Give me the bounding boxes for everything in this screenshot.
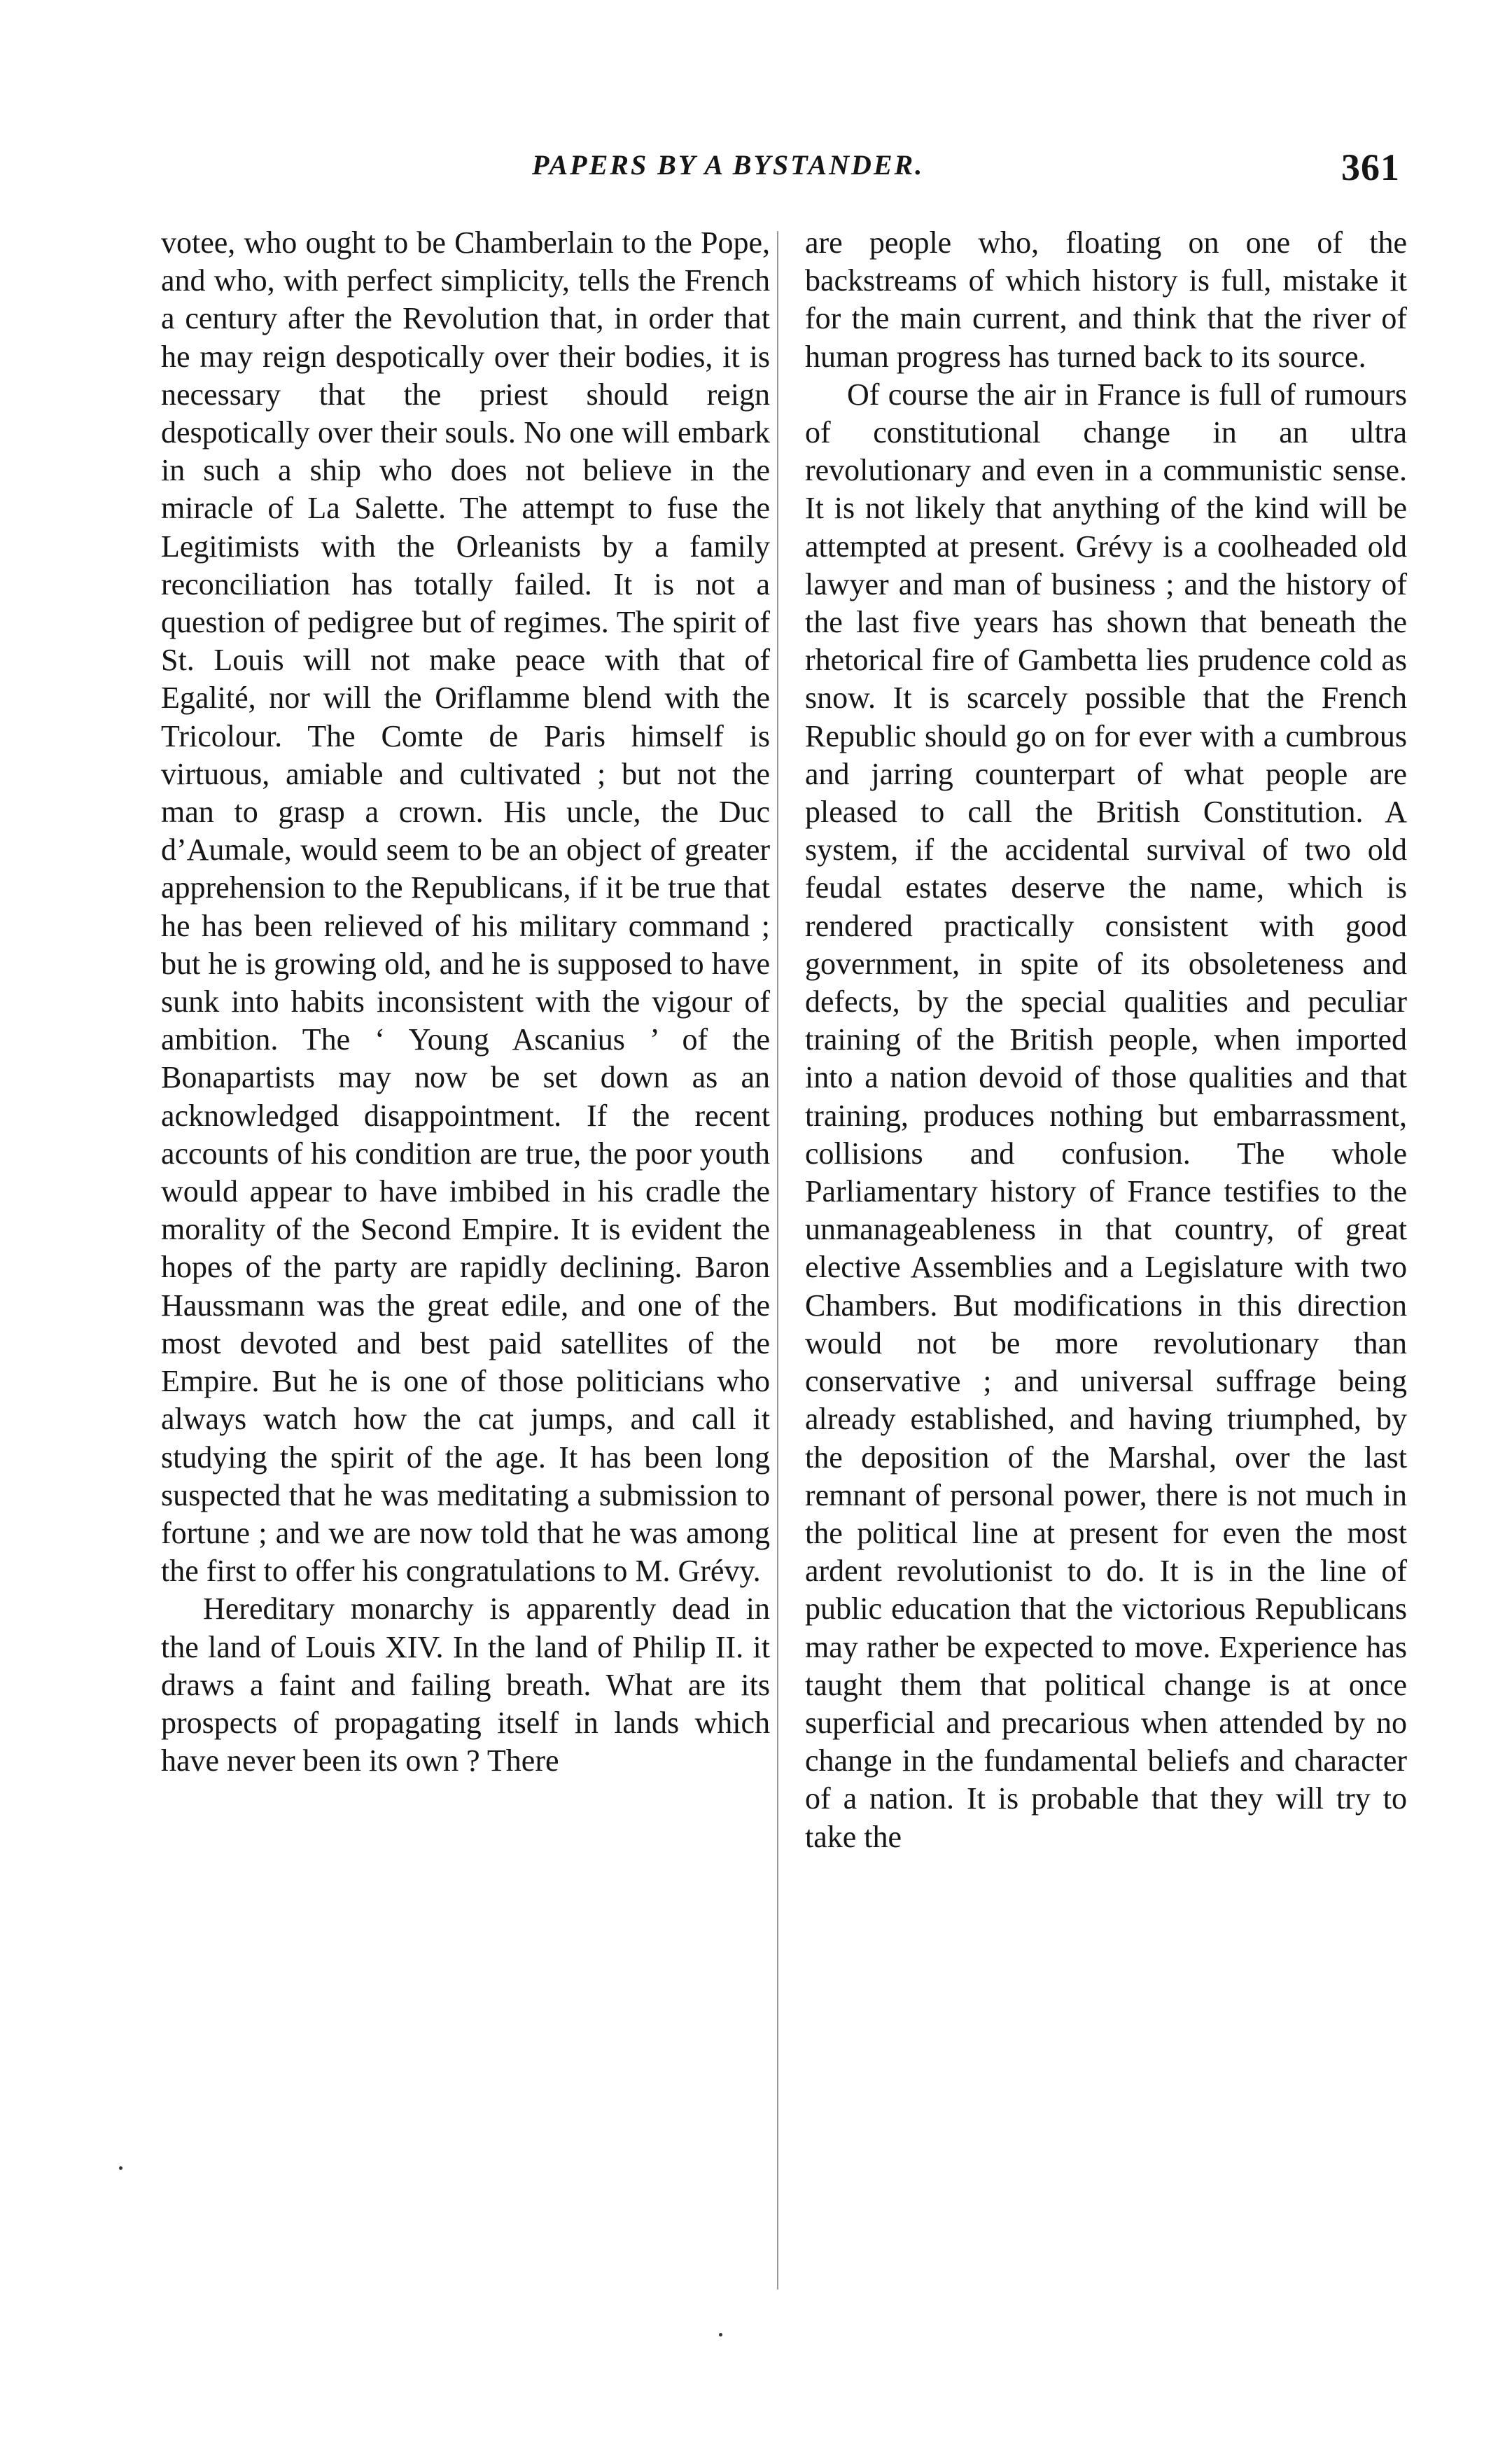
page-number: 361 bbox=[1341, 146, 1400, 188]
left-paragraph-2: Hereditary monarchy is apparently dead in the land of Louis XIV. In the land of Philip II. it draws a faint and failing breath. What are its prospects of propagating itself in lands which have never been its own ? There bbox=[161, 1591, 770, 1778]
right-column bbox=[805, 224, 1407, 1856]
running-title: PAPERS BY A BYSTANDER. bbox=[532, 149, 925, 181]
margin-speck bbox=[119, 2166, 122, 2170]
left-paragraph-1: votee, who ought to be Chamberlain to the Pope, and who, with perfect simplicity, tells the French a century after the Revolution that, in order that he may reign despotically over their bodies, it is necessary that the priest should reign despotically over their souls. No one will embark in such a ship who does not believe in the miracle of La Salette. The attempt to fuse the Legitimists with the Orleanists by a family reconciliation has totally failed. It is not a question of pedigree but of regimes. The spirit of St. Louis will not make peace with that of Egalité, nor will the Oriflamme blend with the Tricolour. The Comte de Paris himself is virtuous, amiable and cultivated ; but not the man to grasp a crown. His uncle, the Duc d’Aumale, would seem to be an object of greater apprehension to the Republicans, if it be true that he has been relieved of his military command ; but he is growing old, and he is supposed to have sunk into habits inconsistent with the vigour of ambition. The ‘ Young Ascanius ’ of the Bonapartists may now be set down as an acknowledged disappointment. If the recent accounts of his condition are true, the poor youth would appear to have imbibed in his cradle the morality of the Second Empire. It is evident the hopes of the party are rapidly declining. Baron Haussmann was the great edile, and one of the most devoted and best paid satellites of the Empire. But he is one of those politicians who always watch how the cat jumps, and call it studying the spirit of the age. It has been long suspected that he was meditating a submission to fortune ; and we are now told that he was among the first to offer his congratulations to M. Grévy. bbox=[161, 225, 770, 1589]
left-column bbox=[161, 224, 770, 1780]
column-divider bbox=[777, 231, 778, 2290]
bottom-speck bbox=[719, 2333, 722, 2336]
right-paragraph-2: Of course the air in France is full of rumours of constitutional change in an ultra revolutionary and even in a communistic sense. It is not likely that anything of the kind will be attempted at present. Grévy is a coolheaded old lawyer and man of business ; and the history of the last five years has shown that beneath the rhetorical fire of Gambetta lies prudence cold as snow. It is scarcely possible that the French Republic should go on for ever with a cumbrous and jarring counterpart of what people are pleased to call the British Constitution. A system, if the accidental survival of two old feudal estates deserve the name, which is rendered practically consistent with good government, in spite of its obsoleteness and defects, by the special qualities and peculiar training of the British people, when imported into a nation devoid of those qualities and that training, produces nothing but embarrassment, collisions and confusion. The whole Parliamentary history of France testifies to the unmanageableness in that country, of great elective Assemblies and a Legislature with two Chambers. But modifications in this direction would not be more revolutionary than conservative ; and universal suffrage being already established, and having triumphed, by the deposition of the Marshal, over the last remnant of personal power, there is not much in the political line at present for even the most ardent revolutionist to do. It is in the line of public education that the victorious Republicans may rather be expected to move. Experience has taught them that political change is at once superficial and precarious when attended by no change in the fundamental beliefs and character of a nation. It is probable that they will try to take the bbox=[805, 377, 1407, 1854]
right-paragraph-1: are people who, floating on one of the backstreams of which history is full, mistake it for the main current, and think that the river of human progress has turned back to its source. bbox=[805, 225, 1407, 374]
